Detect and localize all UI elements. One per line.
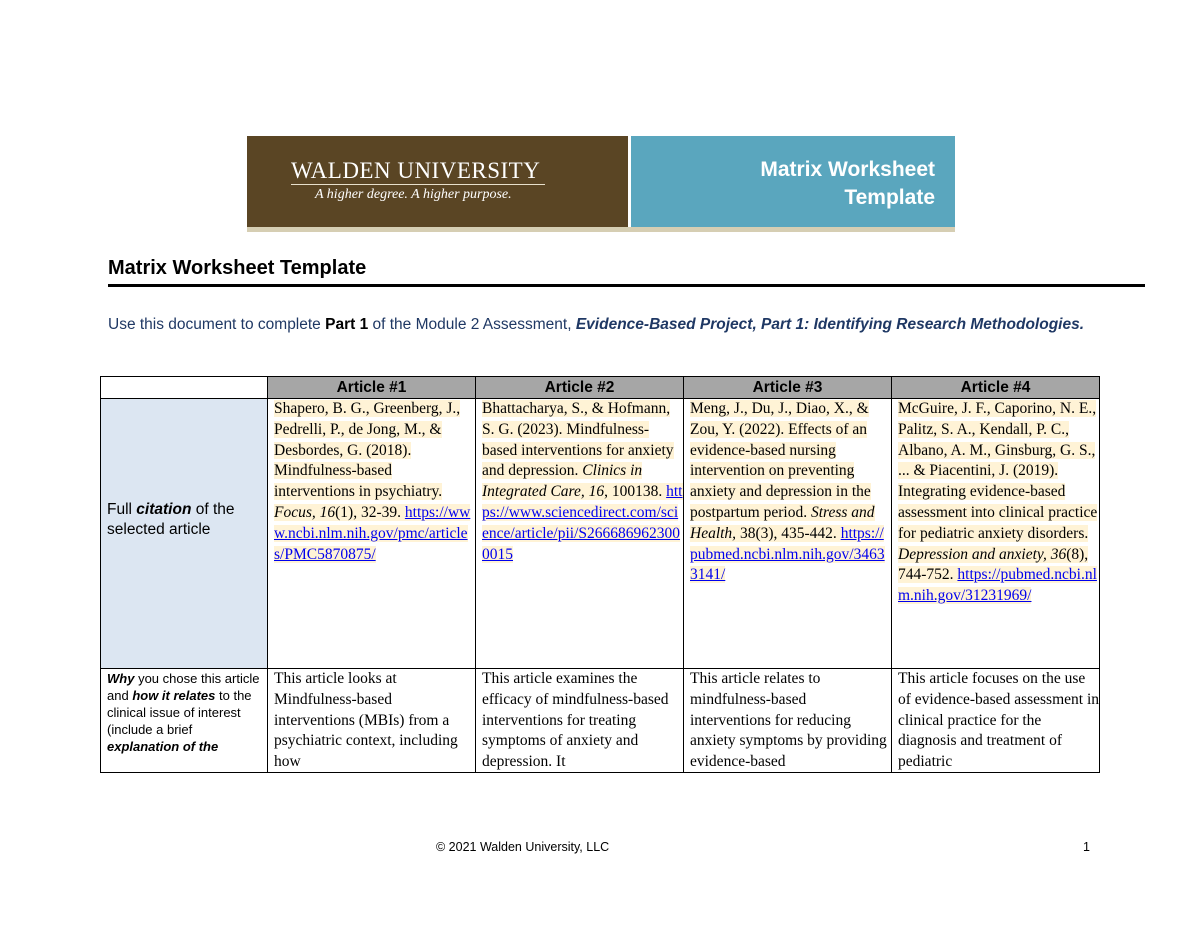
column-header-article-4: Article #4 [892,377,1100,399]
citation-text: (1), 32-39. [335,503,402,521]
citation-row [101,399,1100,669]
intro-end: . [1079,316,1085,333]
intro-paragraph [108,315,1138,335]
label-emphasis: how it relates [132,688,216,703]
column-header-article-1: Article #1 [268,377,476,399]
why-row [101,669,1100,773]
label-text: Full [107,500,137,518]
citation-cell-article-1 [268,399,476,669]
citation-text: 38(3), 435-442. [736,524,837,542]
citation-journal: Focus [274,503,312,521]
citation-row-label [101,399,268,669]
citation-journal: Clinics in Integrated Care [482,462,643,501]
page-title: Matrix Worksheet Template [108,257,367,279]
matrix-table [100,376,1100,773]
citation-link[interactable]: https://pubmed.ncbi.nlm.nih.gov/31231969/ [898,566,1097,605]
banner-shadow [247,227,955,232]
citation-cell-article-3 [684,399,892,669]
column-header-article-2: Article #2 [476,377,684,399]
why-cell-article-2 [476,669,684,773]
citation-text: (8), 744-752. [898,545,1089,584]
why-text: This article focuses on the use of evidence-based assessment in clinical practice for the diagnosis and treatment of pediatric [898,670,1099,771]
why-cell-article-1 [268,669,476,773]
logo-divider [291,184,545,185]
citation-link[interactable]: https://www.sciencedirect.com/science/article/pii/S2666869623000015 [482,483,683,563]
university-name: WALDEN UNIVERSITY [291,158,541,183]
intro-part: Part 1 [325,316,369,333]
label-text: of the selected article [107,500,235,538]
why-text: This article examines the efficacy of mindfulness-based interventions for treating symptoms of anxiety and depression. It [482,670,669,771]
citation-volume: , 16 [311,503,336,521]
banner-title-panel [631,136,955,227]
citation-volume: , 16 [580,483,605,501]
citation-text: McGuire, J. F., Caporino, N. E., Palitz, S. A., Kendall, P. C., Albano, A. M., Ginsburg, G. S., ... & Piacentini, J. (2019). Integrating evidence-based assessment into clinical practice for pediatric anxiety disorders. [898,400,1098,542]
citation-text: Shapero, B. G., Greenberg, J., Pedrelli, P., de Jong, M., & Desbordes, G. (2018). Mindfulness-based interventions in psychiatry. [274,400,461,501]
why-row-label [101,669,268,773]
why-cell-article-3 [684,669,892,773]
why-cell-article-4 [892,669,1100,773]
header-row [101,377,1100,399]
citation-link[interactable]: https://pubmed.ncbi.nlm.nih.gov/34633141/ [690,524,885,584]
citation-text: Bhattacharya, S., & Hofmann, S. G. (2023). Mindfulness-based interventions for anxiety and depression. [482,400,674,480]
banner-title-line1: Matrix Worksheet [760,158,935,181]
column-header-article-3: Article #3 [684,377,892,399]
why-text: This article relates to mindfulness-based interventions for reducing anxiety symptoms by providing evidence-based [690,670,887,771]
citation-journal: Stress and Health, [690,503,875,542]
citation-cell-article-4 [892,399,1100,669]
citation-cell-article-2 [476,399,684,669]
banner-title-line2: Template [844,186,935,209]
corner-cell [101,377,268,399]
label-emphasis: explanation of the [107,739,219,754]
citation-volume: , 36 [1042,545,1067,563]
citation-journal: Depression and anxiety [898,545,1043,563]
title-divider [108,284,1145,287]
page-number: 1 [1083,840,1090,854]
intro-text: Use this document to complete [108,316,326,333]
label-text: you chose this article and [107,671,260,703]
intro-text: of the Module 2 Assessment, [368,316,576,333]
copyright-footer: © 2021 Walden University, LLC [436,840,610,854]
intro-project-name: Evidence-Based Project, Part 1: Identifying Research Methodologies [575,316,1080,333]
citation-link[interactable]: https://www.ncbi.nlm.nih.gov/pmc/articles/PMC5870875/ [274,503,471,563]
label-text: to the clinical issue of interest (include a brief [107,688,252,737]
label-emphasis: Why [107,671,135,686]
why-text: This article looks at Mindfulness-based interventions (MBIs) from a psychiatric context, including how [274,670,458,771]
citation-text: , 100138. [604,483,663,501]
header-banner [247,136,955,232]
walden-logo [247,136,628,227]
citation-text: Meng, J., Du, J., Diao, X., & Zou, Y. (2022). Effects of an evidence-based nursing intervention on preventing anxiety and depression in the postpartum period. [690,400,871,521]
banner-title [760,156,935,212]
university-tagline: A higher degree. A higher purpose. [315,187,512,202]
label-emphasis: citation [136,500,192,518]
